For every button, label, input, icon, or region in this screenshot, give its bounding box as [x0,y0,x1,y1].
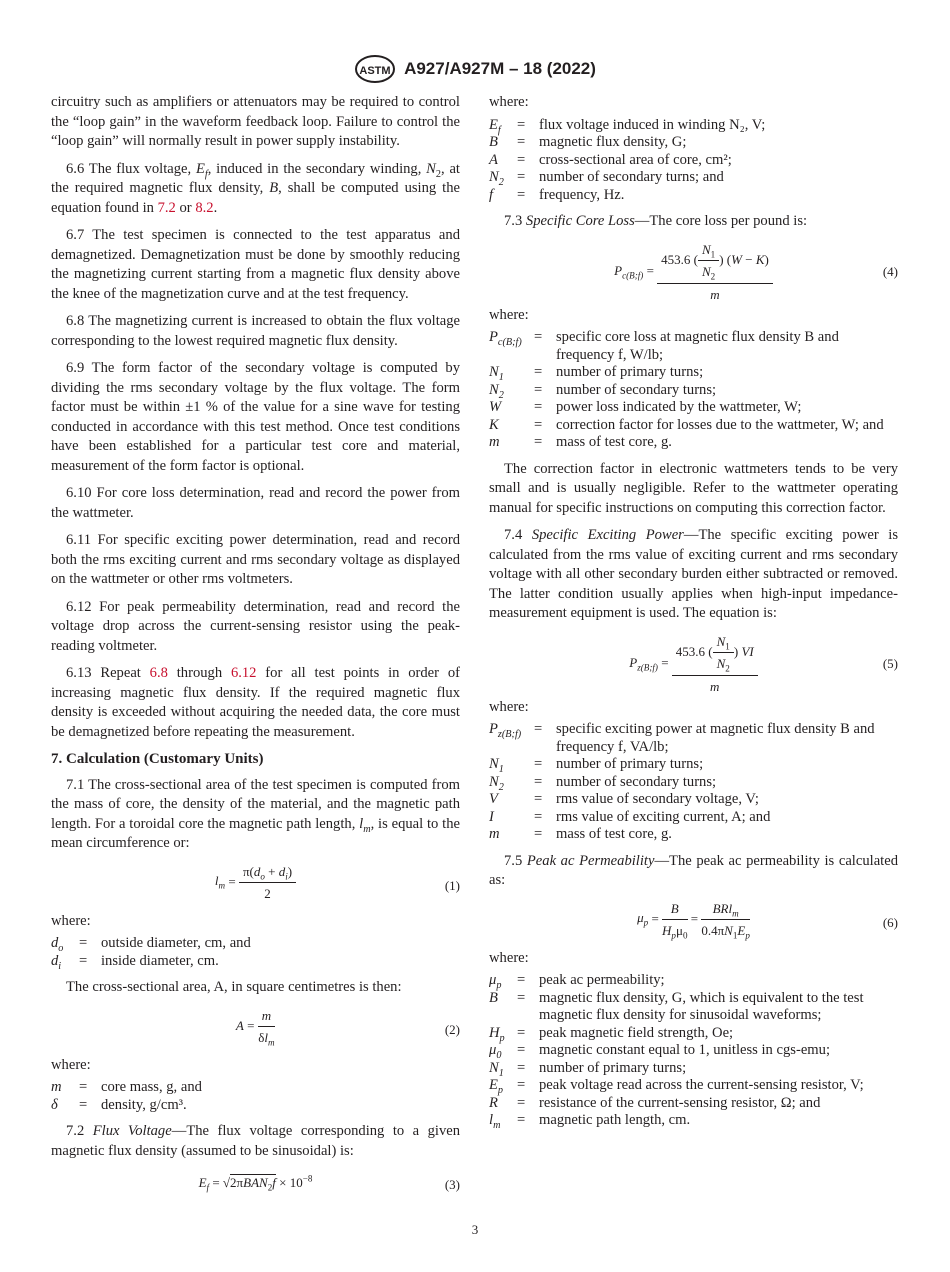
equation-5: $P_{z(B;f)}$ = 453.6 ( $\frac{N_1}{N_2}$ ) VI m (5) [629,633,898,694]
standard-designation: A927/A927M – 18 (2022) [404,59,596,78]
equation-number: (1) [444,877,460,893]
definition-list-6: $\mu_p$ = peak ac permeability; B = magnetic flux density, G, which is equivalent to the test magnetic flux density for sinusoidal waveforms; $H_p$ = peak magnetic field strength, Oe; $\mu_0$ = magnetic constant equal to 1, unitless in cgs-emu; $N_1$ = number of primary turns; $E_p$ = peak voltage read across the current-sensing resistor, V; R = resistance of the current-sensing resistor, Ω; and $l_m$ = magnetic path length, cm. [489,972,864,1131]
link-6-12[interactable]: 6.12 [230,665,257,681]
paragraph-6-10: 6.10 For core loss determination, read and record the power from the wattmeter. [51,485,460,521]
page-number: 3 [471,1222,479,1237]
section-heading: 7. Calculation (Customary Units) [51,751,264,767]
equation-number: (5) [882,655,898,671]
equation-6: $\mu_p$ = $\frac{B}{H_p\mu_0}$ = $\frac{BRl_m}{0.4\pi N_1E_p}$ (6) [637,900,898,941]
link-7-2[interactable]: 7.2 [157,199,176,216]
paragraph-6-11: 6.11 For specific exciting power determination, read and record both the rms exciting current and rms secondary voltage as displayed on the wattmeter or other rms voltmeters. [51,532,460,587]
paragraph-6-7: 6.7 The test specimen is connected to the test apparatus and demagnetized. Demagnetization must be done by smoothly reducing the magnetizing current starting from a magnetic flux density above the knee of the magnetization curve and at the test frequency. [51,227,460,302]
paragraph-7-4: 7.4 Specific Exciting Power—The specific exciting power is calculated from the rms value of exciting current and rms secondary voltage with all other secondary burden either subtracted or removed. The latter condition usually applies when high-input impedance-measurement equipment is used. The equation is: [489,527,899,621]
definition-list-1: $d_o$ = outside diameter, cm, and $d_i$ = inside diameter, cm. [51,935,251,972]
equation-number: (6) [882,914,898,930]
paragraph-6-9: 6.9 The form factor of the secondary voltage is computed by dividing the rms secondary voltage by the flux voltage. The form factor must be within ±1 % of the value for a sine wave for testing conducted in accordance with this test method. Once test conditions have been established for a particular test core and material, measurement of the form factor is optional. [51,360,460,474]
svg-text:ASTM: ASTM [359,65,391,77]
page-header [0,54,950,84]
equation-number: (3) [444,1177,460,1192]
definition-list-4: $P_{c(B;f)}$ = specific core loss at magnetic flux density B and frequency f, W/lb; $N_1$ = number of primary turns; $N_2$ = number of secondary turns; W = power loss indicated by the wattmeter, W; K = correction factor for losses due to the wattmeter, W; and m = mass of test core, g. [489,329,884,450]
equation-number: (4) [882,263,898,279]
paragraph-7-1: 7.1 The cross-sectional area of the test specimen is computed from the mass of core, the density of the material, and the magnetic path length. For a toroidal core the magnetic path length, $l_m$, is equal to the mean circumference or: [51,776,460,851]
paragraph-7-3: 7.3 Specific Core Loss—The core loss per pound is: [504,213,808,229]
equation-number: (2) [444,1021,460,1037]
equation-4: $P_{c(B;f)}$ = 453.6 ( $\frac{N_1}{N_2}$ ) (W − K) m (4) [614,241,898,302]
paragraph-6-8: 6.8 The magnetizing current is increased to obtain the flux voltage corresponding to the lowest required magnetic flux density. [51,313,460,349]
right-column: where: $E_f$ = flux voltage induced in winding N₂, V; B = magnetic flux density, G; A = cross-sectional area of core, cm²; $N_2$ = number of secondary turns; and f = frequency, Hz. 7.3 Specific Core Loss—The core loss per pound is: $P_{c(B;f)}$ = 453.6 ( $\frac{N_1}{N_2}$ ) (W − K) m (4) where: $P_{c(B;f)}$ = specific core loss at magnetic flux density B and frequency f, W/lb; $N_1$ = number of primary turns; $N_2$ = number of secondary turns; W = power loss indicated by the wattmeter, W; K = correction factor for losses due to the wattmeter, W; and m = mass of test core, g. The correction factor in electronic wattmeters tends to be very small and is usually negligible. Refer to the wattmeter operating manual for specific instructions on computing this correction factor. 7.4 Specific Exciting Power—The specific exciting power is calculated from the rms value of exciting current and rms secondary voltage with all other secondary burden either subtracted or removed. The latter condition usually applies when high-input impedance-measurement equipment is used. The equation is: $P_{z(B;f)}$ = 453.6 ( $\frac{N_1}{N_2}$ ) VI m (5) where: $P_{z(B;f)}$ = specific exciting power at magnetic flux density B and frequency f, VA/lb; $N_1$ = number of primary turns; $N_2$ = number of secondary turns; V = rms value of secondary voltage, V; I = rms value of exciting current, A; and m = mass of test core, g. 7.5 Peak ac Permeability—The peak ac permeability is calculated as: $\mu_p$ = $\frac{B}{H_p\mu_0}$ = $\frac{BRl_m}{0.4\pi N_1E_p}$ (6) where: $\mu_p$ = peak ac permeability; B = magnetic flux density, G, which is equivalent to the test magnetic flux density for sinusoidal waveforms; $H_p$ = peak magnetic field strength, Oe; $\mu_0$ = magnetic constant equal to 1, unitless in cgs-emu; $N_1$ = number of primary turns; $E_p$ = peak voltage read across the current-sensing resistor, V; R = resistance of the current-sensing resistor, Ω; and $l_m$ = magnetic path length, cm. [489,94,899,1131]
left-column: circuitry such as amplifiers or attenuators may be required to control the “loop gain” in the waveform feedback loop. Failure to control the “loop gain” will normally result in power supply instability. 6.6 The flux voltage, $E_f$, induced in the secondary winding, $N_2$, at the required magnetic flux density, B, shall be computed using the equation found in 7.2 or 8.2. 6.7 The test specimen is connected to the test apparatus and demagnetized. Demagnetization must be done by smoothly reducing the magnetizing current starting from a magnetic flux density above the knee of the magnetization curve and at the test frequency. 6.8 The magnetizing current is increased to obtain the flux voltage corresponding to the lowest required magnetic flux density. 6.9 The form factor of the secondary voltage is computed by dividing the rms secondary voltage by the flux voltage. The form factor must be within ±1 % of the value for a sine wave for testing conducted in accordance with this test method. Once test conditions have been established for a particular test core and material, measurement of the form factor is optional. 6.10 For core loss determination, read and record the power from the wattmeter. 6.11 For specific exciting power determination, read and record both the rms exciting current and rms secondary voltage as displayed on the wattmeter or other rms voltmeters. 6.12 For peak permeability determination, read and record the voltage drop across the current-sensing resistor using the peak-reading voltmeter. 6.13 Repeat 6.8 through 6.12 for all test points in order of increasing magnetic flux density. If the required magnetic flux density is exceeded without acquiring the needed data, the core must be demagnetized before repeating the measurement. 7. Calculation (Customary Units) 7.1 The cross-sectional area of the test specimen is computed from the mass of core, the density of the material, and the magnetic path length. For a toroidal core the magnetic path length, $l_m$, is equal to the mean circumference or: $l_m$ = $\frac{\pi(d_o + d_i)}{2}$ (1) where: $d_o$ = outside diameter, cm, and $d_i$ = inside diameter, cm. The cross-sectional area, A, in square centimetres is then: A = $\frac{m}{\delta l_m}$ (2) where: m = core mass, g, and δ = density, g/cm³. 7.2 Flux Voltage—The flux voltage corresponding to a given magnetic flux density (assumed to be sinusoidal) is: $E_f = √2\pi BAN_2f \times 10^{-8}$ (3) [51,93,460,1203]
equation-2: A = $\frac{m}{\delta l_m}$ (2) [235,1007,460,1048]
paragraph-continuation: circuitry such as amplifiers or attenuators may be required to control the “loop gain” in the waveform feedback loop. Failure to control the “loop gain” will normally result in power supply instability. [51,94,460,149]
paragraph-6-13: 6.13 Repeat 6.8 through 6.12 for all test points in order of increasing magnetic flux density. If the required magnetic flux density is exceeded without acquiring the needed data, the core must be demagnetized before repeating the measurement. [51,665,460,740]
equation-3: $E_f = √2\pi BAN_2f \times 10^{-8}$ (3) [198,1173,460,1193]
paragraph-7-2: 7.2 Flux Voltage—The flux voltage corresponding to a given magnetic flux density (assumed to be sinusoidal) is: [51,1123,461,1159]
astm-logo-icon [354,54,396,84]
definition-list-3: $E_f$ = flux voltage induced in winding N₂, V; B = magnetic flux density, G; A = cross-sectional area of core, cm²; $N_2$ = number of secondary turns; and f = frequency, Hz. [489,116,766,203]
paragraph-6-6: 6.6 The flux voltage, $E_f$, induced in the secondary winding, $N_2$, at the required magnetic flux density, B, shall be computed using the equation found in 7.2 or 8.2. [51,160,461,216]
definition-list-5: $P_{z(B;f)}$ = specific exciting power at magnetic flux density B and frequency f, VA/lb; $N_1$ = number of primary turns; $N_2$ = number of secondary turns; V = rms value of secondary voltage, V; I = rms value of exciting current, A; and m = mass of test core, g. [489,721,875,842]
paragraph-7-5: 7.5 Peak ac Permeability—The peak ac permeability is calculated as: [489,852,898,888]
equation-1: $l_m$ = $\frac{\pi(d_o + d_i)}{2}$ (1) [214,863,460,901]
definition-list-2: m = core mass, g, and δ = density, g/cm³. [51,1079,202,1113]
paragraph-correction: The correction factor in electronic wattmeters tends to be very small and is usually negligible. Refer to the wattmeter operating manual for specific instructions on computing this correction factor. [489,460,898,516]
link-8-2[interactable]: 8.2 [195,199,214,216]
paragraph-6-12: 6.12 For peak permeability determination, read and record the voltage drop across the current-sensing resistor using the peak-reading voltmeter. [51,598,460,654]
link-6-8[interactable]: 6.8 [149,665,168,681]
paragraph-area: The cross-sectional area, A, in square centimetres is then: [66,979,402,995]
